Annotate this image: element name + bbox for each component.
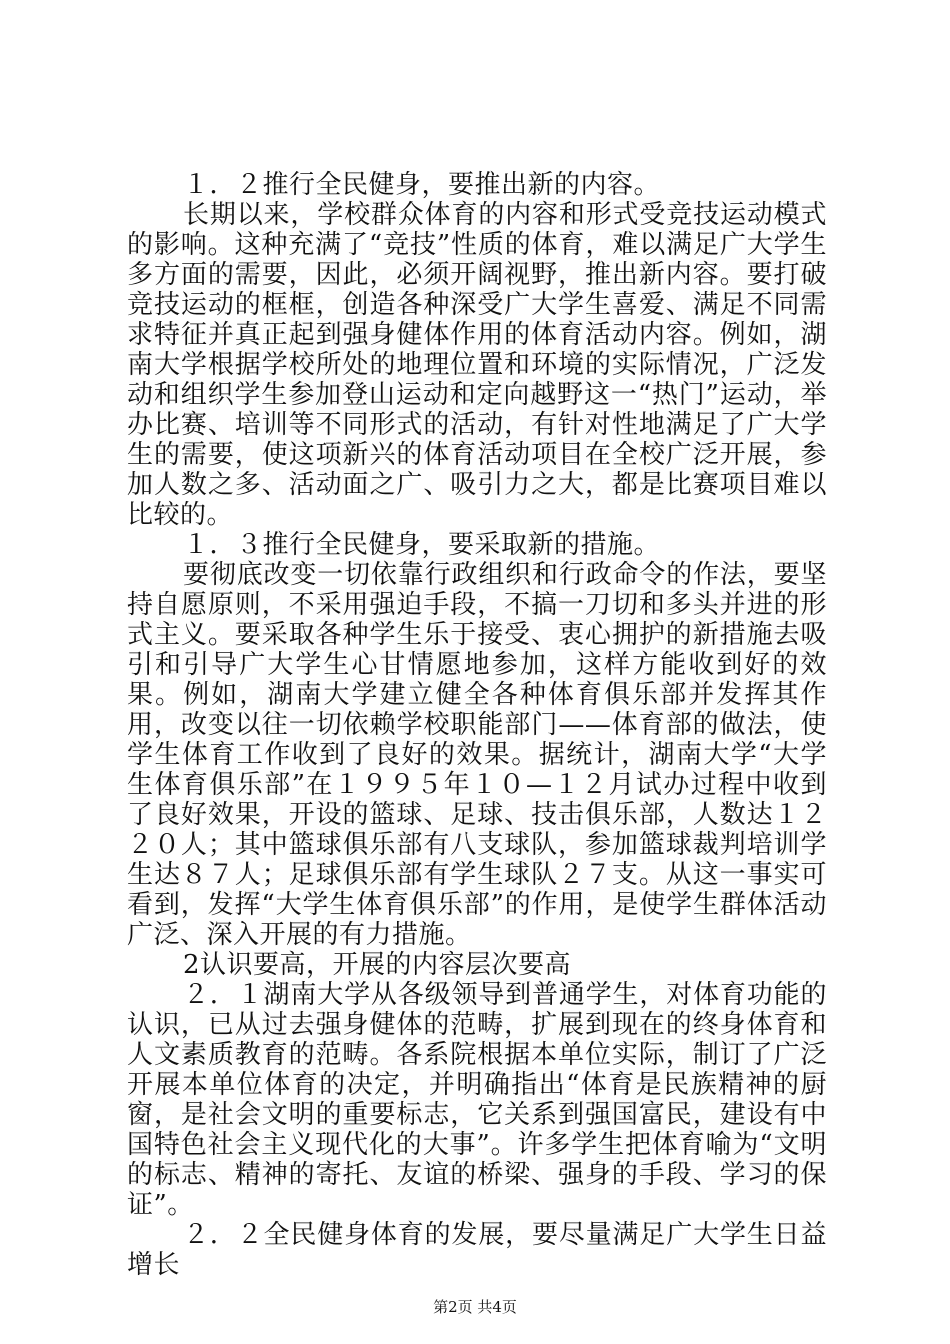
body-paragraph: ２．１湖南大学从各级领导到普通学生，对体育功能的认识，已从过去强身健体的范畴，扩展到现在的终身体育和人文素质教育的范畴。各系院根据本单位实际，制订了广泛开展本单位体育的决定，并明确指出“体育是民族精神的厨窗，是社会文明的重要标志，它关系到强国富民，建设有中国特色社会主义现代化的大事”。许多学生把体育喻为“文明的标志、精神的寄托、友谊的桥梁、强身的手段、学习的保证”。: [127, 980, 827, 1220]
section-heading-1-2: １．２推行全民健身，要推出新的内容。: [183, 170, 661, 200]
body-paragraph: ２．２全民健身体育的发展，要尽量满足广大学生日益增长: [127, 1220, 827, 1280]
page-number-footer: 第2页 共4页: [433, 1298, 517, 1316]
document-body: [127, 170, 827, 1280]
section-heading-1-3: １．３推行全民健身，要采取新的措施。: [183, 530, 661, 560]
body-paragraph: 要彻底改变一切依靠行政组织和行政命令的作法，要坚持自愿原则，不采用强迫手段，不搞一刀切和多头并进的形式主义。要采取各种学生乐于接受、衷心拥护的新措施去吸引和引导广大学生心甘情愿地参加，这样方能收到好的效果。例如，湖南大学建立健全各种体育俱乐部并发挥其作用，改变以往一切依赖学校职能部门——体育部的做法，使学生体育工作收到了良好的效果。据统计，湖南大学“大学生体育俱乐部”在１９９５年１０—１２月试办过程中收到了良好效果，开设的篮球、足球、技击俱乐部，人数达１２２０人；其中篮球俱乐部有八支球队，参加篮球裁判培训学生达８７人；足球俱乐部有学生球队２７支。从这一事实可看到，发挥“大学生体育俱乐部”的作用，是使学生群体活动广泛、深入开展的有力措施。: [127, 560, 827, 950]
body-paragraph: 长期以来，学校群众体育的内容和形式受竞技运动模式的影响。这种充满了“竞技”性质的体育，难以满足广大学生多方面的需要，因此，必须开阔视野，推出新内容。要打破竞技运动的框框，创造各种深受广大学生喜爱、满足不同需求特征并真正起到强身健体作用的体育活动内容。例如，湖南大学根据学校所处的地理位置和环境的实际情况，广泛发动和组织学生参加登山运动和定向越野这一“热门”运动，举办比赛、培训等不同形式的活动，有针对性地满足了广大学生的需要，使这项新兴的体育活动项目在全校广泛开展，参加人数之多、活动面之广、吸引力之大，都是比赛项目难以比较的。: [127, 200, 827, 530]
section-heading-2: 2认识要高，开展的内容层次要高: [183, 950, 572, 980]
